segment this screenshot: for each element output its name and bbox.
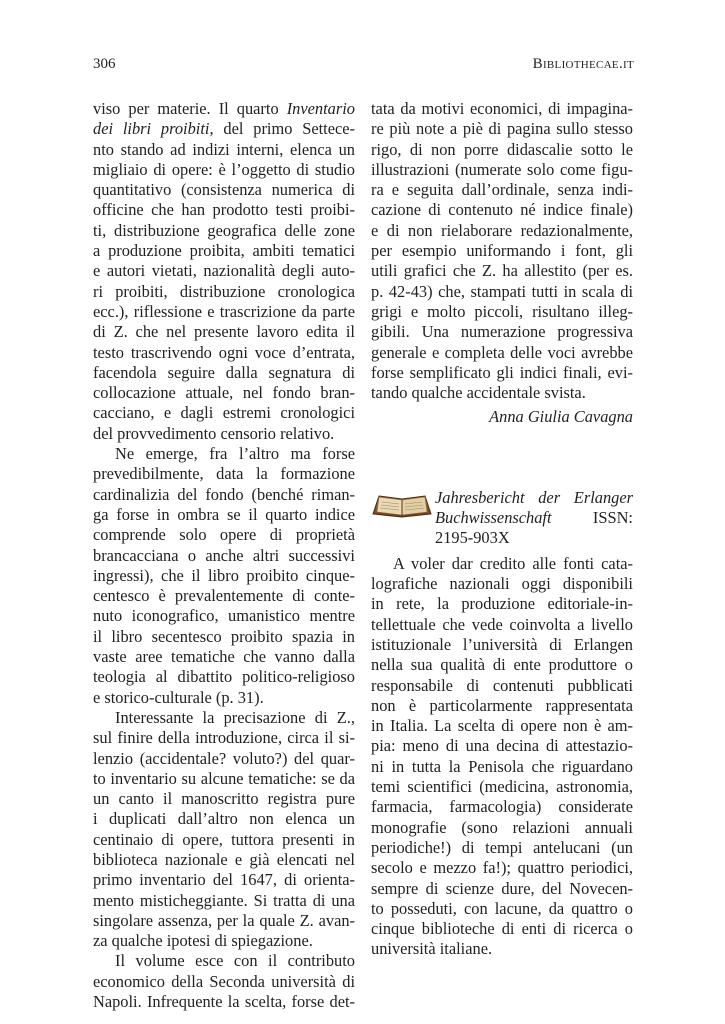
text-line: prevedibilmente, data la formazione	[93, 464, 355, 484]
journal-title-continued: Buchwissenschaft ISSN:	[435, 508, 633, 528]
text-line: collocazione attuale, nel fondo bran-	[93, 383, 355, 403]
text-line: utili grafici che Z. ha allestito (per es.	[371, 261, 633, 281]
text-line: ni in tutta la Penisola che riguardano	[371, 756, 633, 776]
text-line: cinque biblioteche di enti di ricerca o	[371, 919, 633, 939]
text-line: nuto iconografico, umanistico mentre	[93, 606, 355, 626]
text-line: temi scientifici (medicina, astronomia,	[371, 777, 633, 797]
text-line: monografie (sono relazioni annuali	[371, 817, 633, 837]
text-line: testo trascrivendo ogni voce d’entrata,	[93, 342, 355, 362]
text-line: sempre di scienze dure, del Novecen-	[371, 878, 633, 898]
text-line: gibili. Una numerazione progressiva	[371, 322, 633, 342]
text-line: facendola seguire dalla segnatura di	[93, 362, 355, 382]
text-line: officine che han prodotto testi proibi-	[93, 200, 355, 220]
text-line: teologia al dibattito politico-religioso	[93, 667, 355, 687]
text-line: a produzione proibita, ambiti tematici	[93, 241, 355, 261]
text-line: del provvedimento censorio relativo.	[93, 423, 335, 443]
text-line: e storico-culturale (p. 31).	[93, 687, 264, 707]
text-line: za qualche ipotesi di spiegazione.	[93, 931, 313, 951]
text-line: rigo, di non porre didascalie sotto le	[371, 139, 633, 159]
text-line: tando qualche accidentale svista.	[371, 383, 586, 403]
text-line: non è particolarmente rappresentata	[371, 695, 633, 715]
page-number: 306	[93, 56, 116, 72]
book-icon	[371, 490, 433, 520]
text-line: quantitativo (consistenza numerica di	[93, 180, 355, 200]
text-line: economico della Seconda università di	[93, 971, 355, 991]
text-line: illustrazioni (numerate solo come figu-	[371, 159, 633, 179]
text-line: viso per materie. Il quarto Inventario	[93, 99, 355, 118]
text-line: periodiche!) di tempi antelucani (un	[371, 837, 633, 857]
text-line: lenzio (accidentale? voluto?) del quar-	[93, 748, 355, 768]
text-line: forse semplificato gli indici finali, evi-	[371, 362, 633, 382]
text-line: un canto il manoscritto registra pure	[93, 789, 355, 809]
text-line: Il volume esce con il contributo	[115, 951, 355, 971]
text-line: il libro secentesco proibito spazia in	[93, 626, 355, 646]
text-line: dei libri proibiti, del primo Settece-	[93, 119, 355, 139]
text-line: per esempio uniformando i font, gli	[371, 241, 633, 261]
text-line: cacciano, e dagli estremi cronologici	[93, 403, 355, 423]
text-line: ra e seguita dall’ordinale, senza indi-	[371, 180, 633, 200]
text-line: università italiane.	[371, 939, 493, 959]
text-line: nella sua qualità di ente produttore o	[371, 655, 633, 675]
author-signature: Anna Giulia Cavagna	[489, 407, 633, 427]
text-line: tellettuale che vede coinvolta a livello	[371, 614, 633, 634]
text-line: ri proibiti, distribuzione cronologica	[93, 281, 355, 301]
text-line: e di non rielaborare redazionalmente,	[371, 220, 633, 240]
running-head: Bibliothecae.it	[532, 56, 634, 72]
text-line: in rete, la produzione editoriale-in-	[371, 594, 633, 614]
text-line: ingressi), che il libro proibito cinque-	[93, 565, 355, 585]
journal-title: Jahresbericht der Erlanger	[435, 487, 633, 507]
right-column	[371, 99, 633, 960]
text-line: singolare assenza, per la quale Z. avan-	[93, 910, 355, 930]
text-line: ti, distribuzione geografica delle zone	[93, 220, 355, 240]
text-line: i duplicati dall’altro non elenca un	[93, 809, 355, 829]
text-line: primo inventario del 1647, di orienta-	[93, 870, 355, 890]
text-line: centinaio di opere, tuttora presenti in	[93, 829, 355, 849]
text-line: mento misticheggiante. Si tratta di una	[93, 890, 355, 910]
text-line: secolo e mezzo fa!); quattro periodici,	[371, 858, 633, 878]
text-line: e autori vietati, nazionalità degli auto-	[93, 261, 355, 281]
text-line: cardinalizia del fondo (benché riman-	[93, 484, 355, 504]
text-line: to posseduti, con lacune, da quattro o	[371, 898, 633, 918]
journal-issn: 2195-903X	[435, 528, 510, 548]
text-line: re più note a piè di pagina sullo stesso	[371, 119, 633, 139]
text-line: tata da motivi economici, di impagina-	[371, 99, 633, 118]
text-line: biblioteca nazionale e già elencati nel	[93, 849, 355, 869]
text-line: sul finire della introduzione, circa il si-	[93, 728, 355, 748]
text-line: di Z. che nel presente lavoro edita il	[93, 322, 355, 342]
text-line: Napoli. Infrequente la scelta, forse det-	[93, 992, 355, 1012]
text-line: responsabile di contenuti pubblicati	[371, 675, 633, 695]
text-line: brancacciana o anche altri successivi	[93, 545, 355, 565]
text-line: ga forse in ombra se il quarto indice	[93, 504, 355, 524]
text-line: pia: meno di una decina di attestazio-	[371, 736, 633, 756]
text-line: p. 42-43) che, stampati tutti in scala di	[371, 281, 633, 301]
left-column	[93, 99, 355, 1012]
text-line: vaste aree tematiche che vanno dalla	[93, 647, 355, 667]
text-line: grigi e molto piccoli, risultano illeg-	[371, 301, 633, 321]
text-line: in Italia. La scelta di opere non è am-	[371, 716, 633, 736]
text-line: comprende solo opere di proprietà	[93, 525, 355, 545]
text-line: to inventario su alcune tematiche: se da	[93, 768, 355, 788]
text-line: centesco è prevalentemente di conte-	[93, 586, 355, 606]
text-line: ecc.), riflessione e trascrizione da parte	[93, 301, 355, 321]
text-line: istituzionale l’università di Erlangen	[371, 634, 633, 654]
text-line: Ne emerge, fra l’altro ma forse	[115, 444, 355, 464]
journal-entry-header	[371, 488, 633, 550]
text-line: generale e completa delle voci avrebbe	[371, 342, 633, 362]
text-line: A voler dar credito alle fonti cata-	[393, 553, 633, 573]
text-line: lografiche nazionali oggi disponibili	[371, 574, 633, 594]
text-line: cazione di contenuto né indice finale)	[371, 200, 633, 220]
text-line: nto stando ad indizi interni, elenca un	[93, 139, 355, 159]
text-line: Interessante la precisazione di Z.,	[115, 707, 355, 727]
text-line: migliaio di opere: è l’oggetto di studio	[93, 159, 355, 179]
text-line: farmacia, farmacologia) considerate	[371, 797, 633, 817]
